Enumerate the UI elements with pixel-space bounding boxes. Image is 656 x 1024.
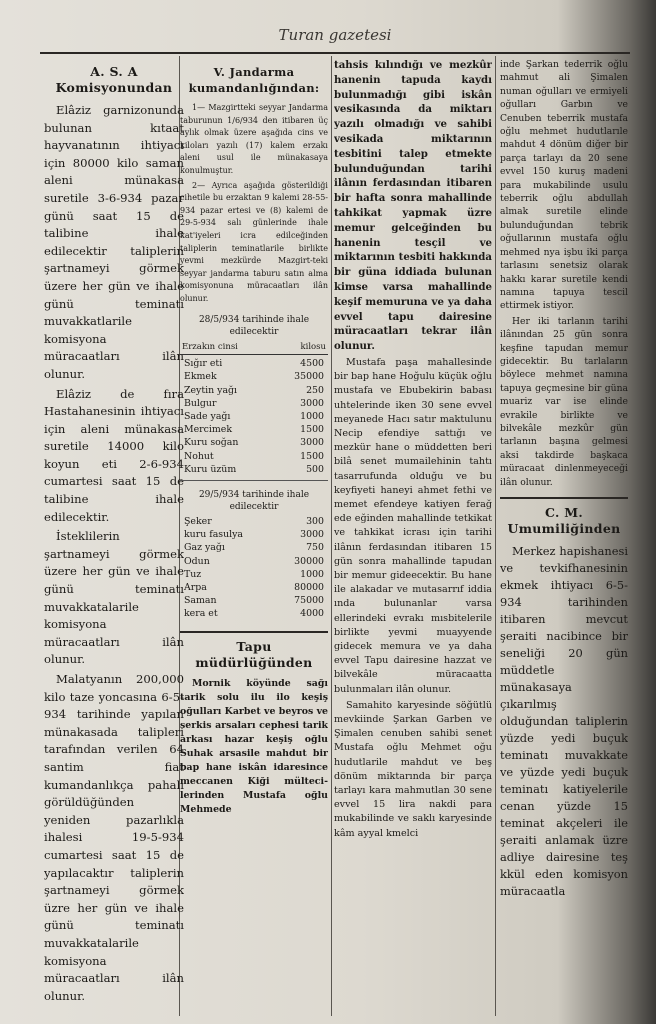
- row-qty: 3000: [300, 397, 324, 409]
- article-paragraph: 2— Ayrıca aşağıda gösterildiği cihetile bu erzaktan 9 kalemi 28-55-934 pazar ertesi ve (8) kalemi de 29-5-934 salı günlerinde ihale kat'iyeleri icra edilceğinden taliplerin teminatlarile birlikte yevmi mezkürde Mazgirt-teki seyyar jandarma taburu satın alma komisyonuna müracaatları ilân olunur.: [180, 180, 328, 303]
- row-qty: 1500: [300, 450, 324, 462]
- row-item: kera et: [184, 608, 218, 620]
- row-item: Gaz yağı: [184, 542, 225, 554]
- row-qty: 4000: [300, 608, 324, 620]
- row-item: Ekmek: [184, 371, 217, 383]
- row-qty: 300: [306, 515, 324, 527]
- row-qty: 1500: [300, 424, 324, 436]
- header-qty: kilosu: [300, 341, 326, 352]
- column-divider: [331, 56, 332, 1016]
- table-row: [180, 541, 328, 554]
- table-row: [180, 555, 328, 568]
- row-qty: 30000: [294, 555, 324, 567]
- column-2: [180, 58, 328, 1008]
- row-item: Tuz: [184, 568, 202, 580]
- row-qty: 35000: [294, 371, 324, 383]
- section-rule: [500, 497, 628, 499]
- row-item: Saman: [184, 595, 217, 607]
- row-item: Kuru üzüm: [184, 463, 237, 475]
- row-item: Sade yağı: [184, 410, 231, 422]
- table-row: [180, 528, 328, 541]
- article-paragraph: Mustafa paşa mahallesinde bir bap hane Hoğulu küçük oğlu mustafa ve Ebubekirin babası uhtelerinde iken 30 sene evvel meyanede Hacı satır maktulunu Necip efendiye sattığı ve mezkür hane o müddetten beri bilâ senet mumailehinin tahtı tasarrufunda olduğu ve bu keyfiyeti haneyi ahmet fethi ve memet efendeye katiyen ferağ ede eğinden mahallinde tetkikat ve tahkikat icrası için tarihi ilânın ferdasından itibaren 15 gün sonra mahallinde tapudan bir memur gideecektir. Bu hane ile alakadar ve mutasarrıf iddia ında bulunanlar varsa ellerindeki evrakı mısbitelerile birlikte yevmi muayyende gidecek memura ve ya daha evvel Tapu dairesine hazzat ve bilvekâle müracaatta bulunmaları ilân olunur.: [334, 356, 492, 695]
- row-item: kuru fasulya: [184, 529, 244, 541]
- row-item: Zeytin yağı: [184, 384, 238, 396]
- table-row: [180, 397, 328, 410]
- row-item: Nohut: [184, 450, 214, 462]
- row-item: Şeker: [184, 515, 212, 527]
- row-qty: 80000: [294, 581, 324, 593]
- newspaper-header: [40, 22, 630, 54]
- column-1: [44, 58, 184, 1008]
- row-item: Odun: [184, 555, 210, 567]
- article-paragraph: Samahito karyesinde söğütlü mevkiinde Şarkan Garben ve Şimalen cenuben sahibi senet Mustafa oğlu Mehmet oğu hudutlarile mahdut ve beş dönüm miktarında bir parça tarlayı kara mahmutlan 30 sene evvel 15 lira nakdi para mukabilinde ve saklı karyesinde kâm ayyal kmelci: [334, 699, 492, 839]
- article-paragraph: tahsis kılındığı ve mezkûr hanenin tapuda kaydı bulunmadığı gibi iskân vesikasında da miktarı yazılı olmadığı ve sahibi vesikada miktarının tesbitini talep etmekte bulunduğundan tarihi ilânın ferdasından itibaren bir hafta sonra mahallinde tahkikat yapmak üzre memur gelceğinden bu hanenin tesçil ve miktarının tesbiti hakkında bir güna iddiada bulunan kimse varsa mahallinde keşif memuruna ve ya daha evvel tapu dairesine müracaatları tekrar ilân olunur.: [334, 59, 492, 353]
- row-qty: 4500: [300, 358, 324, 370]
- row-item: Kuru soğan: [184, 437, 239, 449]
- column-4: [500, 58, 628, 1008]
- table-row: [180, 410, 328, 423]
- table-title: 28/5/934 tarihinde ihale edilecektir: [198, 314, 310, 337]
- row-item: Bulgur: [184, 397, 217, 409]
- header-item: Erzakın cinsi: [182, 341, 238, 352]
- article-paragraph: Merkez hapishanesi ve tevkifhanesinin ekmek ihtiyacı 6-5-934 tarihinden itibaren mevcut şeraiti nacibince bir seneliği 20 gün müddetle münakasaya çıkarılmış olduğundan taliplerin yüzde yedi buçuk teminatı muvakkate ve yüzde yedi buçuk teminatı katiyelerile cenan yüzde 15 teminat akçeleri ile şeraiti anlamak üzre adliye dairesine teş kkül eden komisyon müracaatla: [500, 544, 628, 898]
- section-rule: [180, 631, 328, 633]
- article-paragraph: İsteklilerin şartnameyi görmek üzere her gün ve ihale günü teminatı muvakkatalarile komisyona müracaatları ilân olunur.: [44, 529, 184, 667]
- row-qty: 250: [306, 384, 324, 396]
- row-item: Arpa: [184, 581, 207, 593]
- commission-heading: A. S. A Komisyonundan: [55, 64, 173, 95]
- table-row: [180, 607, 328, 620]
- article-paragraph: inde Şarkan tederrik oğlu mahmut ali Şimalen numan oğulları ve ermiyeli oğulları Garbın ve Cenuben teberrik mustafa oğlu mehmet hudutlarıle mahdut 4 dönüm diğer bir parça tarlayı da 20 sene evvel 150 kuruş madeni para mukabilinde usulu teberrik oğlu abdullah almak suretile elinde bulunduğundan tebrik oğullarının mustafa oğlu mehmed nya işbu iki parça tarlasını senetsiz olarak hakkı karar suretile kendi namına tapuya tescil ettirmek istiyor.: [500, 59, 628, 312]
- table-row: [180, 463, 328, 476]
- table-row: [180, 515, 328, 528]
- column-3: [334, 58, 492, 1008]
- row-qty: 3000: [300, 437, 324, 449]
- table-row: [180, 423, 328, 436]
- prosecutor-heading: C. M. Umumiliğinden: [507, 505, 621, 536]
- row-item: Mercimek: [184, 424, 232, 436]
- table-row: [180, 594, 328, 607]
- table-row: [180, 384, 328, 397]
- table-title: 29/5/934 tarihinde ihale edilecektir: [198, 489, 310, 512]
- newspaper-title: Turan gazetesi: [278, 26, 392, 44]
- article-paragraph: 1— Mazgirtteki seyyar Jandarma taburunun 1/6/934 den itibaren üç aylık olmak üzere aşağıda cins ve kiloları yazılı (17) kalem erzakı aleni usul ile münakasaya konulmuştur.: [180, 103, 328, 175]
- table-header: [180, 340, 328, 356]
- article-paragraph: Her iki tarlanın tarihi ilânından 25 gün sonra keşfine tapudan memur gidecektir. Bu tarlaların böylece mehmet namına tapuya geçmesine bir güna muariz var ise elinde evrakile birlikte ve bilvekâle mezkûr gün tarlanın başına gelmesi aksi takdirde başkaca müracaat dinlenmeyeceği ilân olunur.: [500, 315, 628, 488]
- table-row: [180, 450, 328, 463]
- row-qty: 75000: [294, 595, 324, 607]
- row-qty: 500: [306, 463, 324, 475]
- article-paragraph: Elâziz de fıra Hastahanesinin ihtiyacı için aleni münakasa suretile 14000 kilo koyun eti 2-6-934 cumartesi saat 15 de talibine ihale edilecektir.: [44, 386, 184, 524]
- row-qty: 750: [306, 542, 324, 554]
- table-row: [180, 436, 328, 449]
- row-qty: 3000: [300, 529, 324, 541]
- table-row: [180, 357, 328, 370]
- table-row: [180, 370, 328, 383]
- table-separator: [180, 480, 328, 481]
- gendarmerie-heading: V. Jandarma kumandanlığından:: [188, 65, 320, 95]
- article-paragraph: Malatyanın 200,000 kilo taze yoncasına 6-5-934 tarihinde yapılan münakasada talipleri tarafından verilen 64 santim fiat kumandanlıkça pahalı görüldüğünden yeniden pazarlıkla ihalesi 19-5-934 cumartesi saat 15 de yapılacaktır taliplerin şartnameyi görmek üzre her gün ve ihale günü teminatı muvakkatalarile komisyona müracaatları ilân olunur.: [44, 672, 184, 1003]
- article-paragraph: Elâziz garnizonunda bulunan kıtaat hayvanatının ihtiyacı için 80000 kilo saman aleni münakasa suretile 3-6-934 pazar günü saat 15 de talibine ihale edilecektir taliplerin şartnameyi görmek üzere her gün ve ihale günü teminatı muvakkatlarile komisyona müracaatları ilân olunur.: [44, 103, 184, 381]
- column-divider: [495, 56, 496, 1016]
- row-qty: 1000: [300, 410, 324, 422]
- article-paragraph: Mornik köyünde sağı tarik solu ilu ilo keşiş oğulları Karbet ve beyros ve serkis arsaları cephesi tarik arkası hazar keşiş oğlu Suhak arsasile mahdut bir bap hane iskân idaresince meccanen Kiği mültecilerinden Mustafa oğlu Mehmede: [180, 677, 328, 815]
- table-row: [180, 581, 328, 594]
- table-row: [180, 568, 328, 581]
- row-qty: 1000: [300, 568, 324, 580]
- land-registry-heading: Tapu müdürlüğünden: [195, 638, 313, 670]
- row-item: Sığır eti: [184, 358, 223, 370]
